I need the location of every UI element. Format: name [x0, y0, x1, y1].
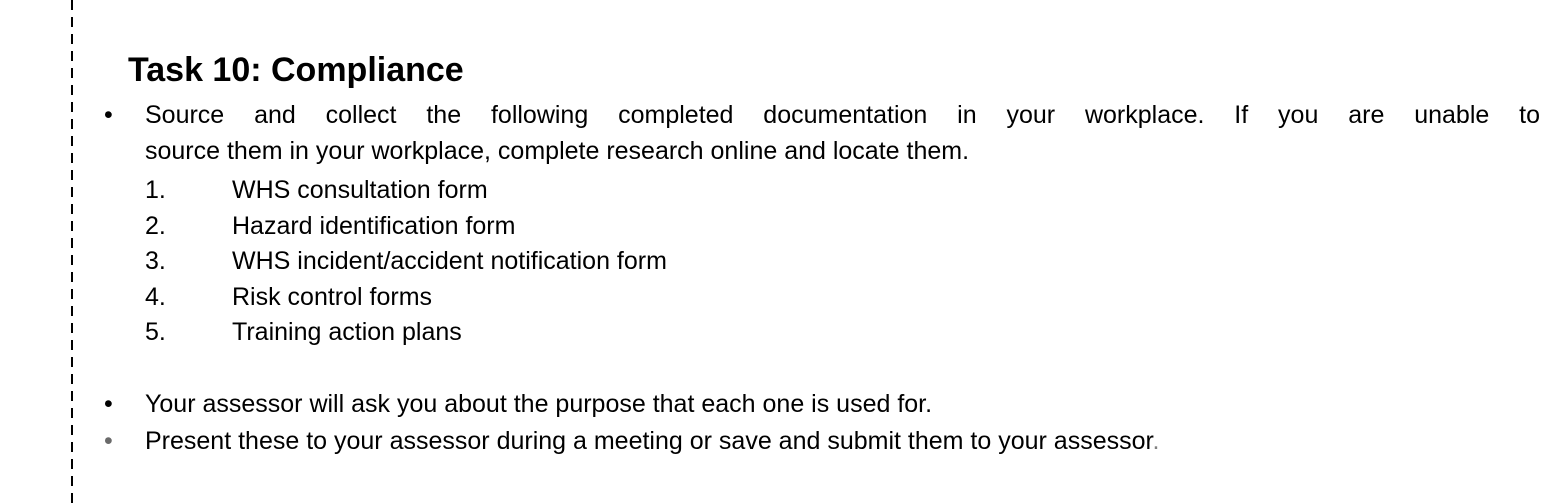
list-item-text: Hazard identification form [232, 211, 516, 240]
list-item-number: 1. [145, 176, 166, 204]
bullet-item-source-documents [104, 98, 1540, 169]
list-item-text: WHS incident/accident notification form [232, 247, 667, 275]
bullet-icon: • [104, 101, 113, 129]
list-item-number: 2. [145, 211, 166, 240]
task-heading: Task 10: Compliance [128, 51, 464, 89]
list-item-text: Training action plans [232, 318, 462, 346]
list-item [145, 280, 1548, 316]
list-item [145, 315, 1548, 351]
bullet-item-assessor-purpose [104, 387, 1540, 423]
list-item-number: 3. [145, 247, 166, 275]
list-item-number: 4. [145, 282, 166, 311]
bullet-2-text: Your assessor will ask you about the purpose that each one is used for. [145, 389, 933, 418]
bullet-1-line-2: source them in your workplace, complete research online and locate them. [145, 136, 970, 165]
list-item-text: WHS consultation form [232, 176, 488, 204]
bullet-3-line [145, 424, 1540, 460]
list-item-number: 5. [145, 318, 166, 346]
bullet-icon: • [104, 427, 113, 455]
bullet-icon: • [104, 389, 113, 418]
list-item [145, 244, 1548, 280]
list-item-text: Risk control forms [232, 282, 433, 311]
bullet-3-text: Present these to your assessor during a meeting or save and submit them to your assessor [145, 427, 1153, 455]
bullet-1-line-1: Source and collect the following completed documentation in your workplace. If you are unable to [145, 101, 1540, 129]
list-item [145, 173, 1548, 209]
numbered-list [145, 173, 1548, 351]
trailing-period: . [1152, 427, 1160, 455]
bullet-item-present-submit [104, 424, 1540, 460]
list-item [145, 209, 1548, 245]
